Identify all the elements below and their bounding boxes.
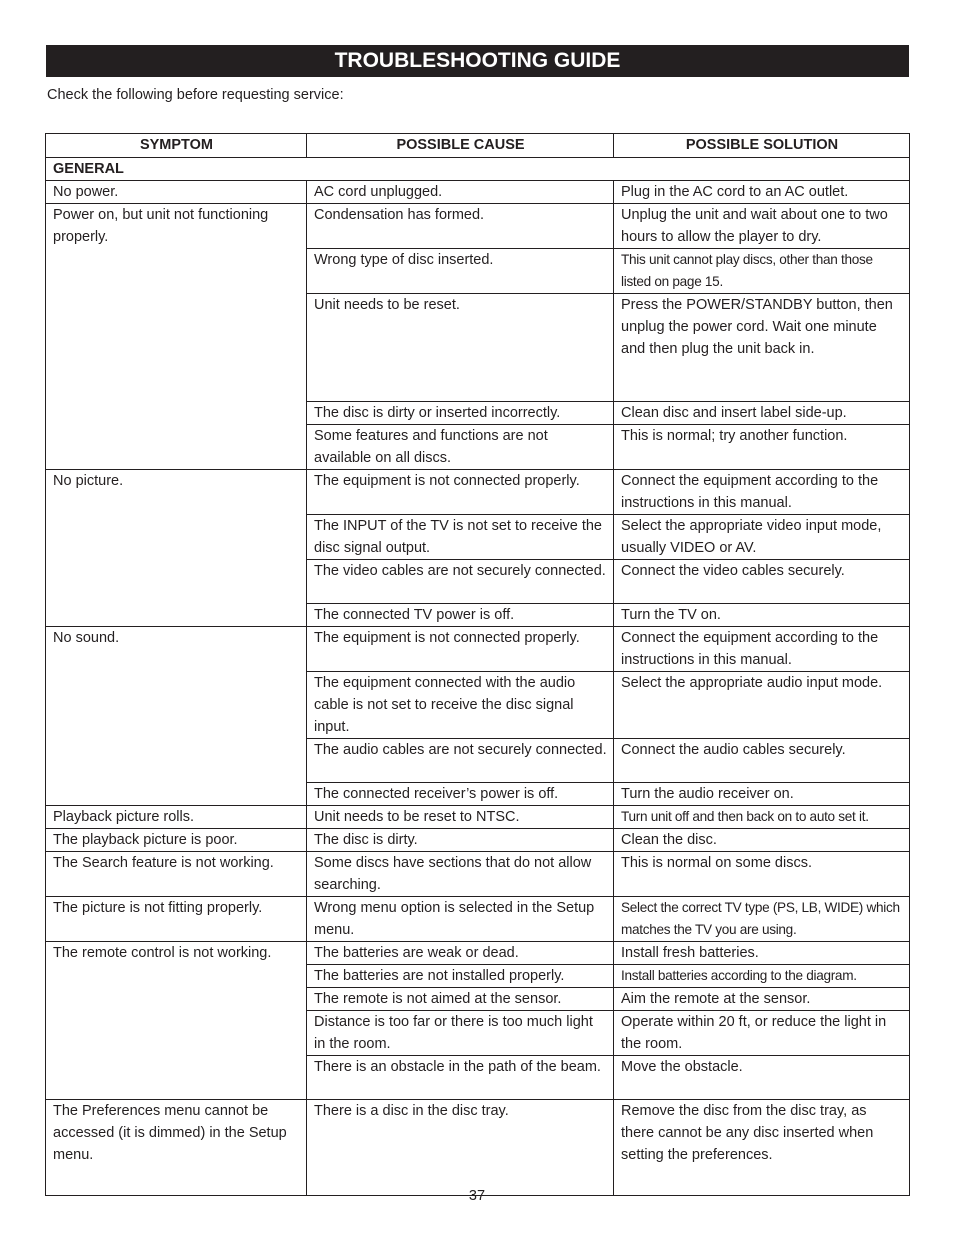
page-title: TROUBLESHOOTING GUIDE bbox=[334, 49, 621, 72]
table-row bbox=[46, 181, 910, 204]
page-number: 37 bbox=[468, 1188, 486, 1204]
solution-cell: Connect the equipment according to the instructions in this manual. bbox=[614, 470, 910, 515]
table-row bbox=[46, 470, 910, 515]
table-row bbox=[46, 627, 910, 672]
solution-cell: Plug in the AC cord to an AC outlet. bbox=[614, 181, 910, 204]
solution-cell: Unplug the unit and wait about one to two hours to allow the player to dry. bbox=[614, 204, 910, 249]
cause-cell: The batteries are not installed properly. bbox=[307, 965, 614, 988]
cause-cell: The remote is not aimed at the sensor. bbox=[307, 988, 614, 1011]
table-row bbox=[46, 852, 910, 897]
header-solution: POSSIBLE SOLUTION bbox=[614, 134, 910, 158]
cause-cell: Unit needs to be reset. bbox=[307, 294, 614, 402]
symptom-cell: Power on, but unit not functioning properly. bbox=[46, 204, 307, 470]
solution-cell: This is normal on some discs. bbox=[614, 852, 910, 897]
symptom-cell: No sound. bbox=[46, 627, 307, 806]
cause-cell: The equipment is not connected properly. bbox=[307, 470, 614, 515]
troubleshooting-table bbox=[45, 133, 910, 1196]
cause-cell: Some discs have sections that do not allow searching. bbox=[307, 852, 614, 897]
cause-cell: The connected receiver’s power is off. bbox=[307, 783, 614, 806]
cause-cell: Some features and functions are not available on all discs. bbox=[307, 425, 614, 470]
solution-cell: Remove the disc from the disc tray, as there cannot be any disc inserted when setting the preferences. bbox=[614, 1100, 910, 1196]
cause-cell: AC cord unplugged. bbox=[307, 181, 614, 204]
header-cause: POSSIBLE CAUSE bbox=[307, 134, 614, 158]
solution-cell: Connect the equipment according to the instructions in this manual. bbox=[614, 627, 910, 672]
cause-cell: Wrong menu option is selected in the Setup menu. bbox=[307, 897, 614, 942]
cause-cell: The video cables are not securely connected. bbox=[307, 560, 614, 604]
solution-cell: Press the POWER/STANDBY button, then unplug the power cord. Wait one minute and then plug the unit back in. bbox=[614, 294, 910, 402]
section-row bbox=[46, 158, 910, 181]
cause-cell: The batteries are weak or dead. bbox=[307, 942, 614, 965]
cause-cell: The INPUT of the TV is not set to receive the disc signal output. bbox=[307, 515, 614, 560]
solution-cell: Clean disc and insert label side-up. bbox=[614, 402, 910, 425]
solution-cell: Move the obstacle. bbox=[614, 1056, 910, 1100]
symptom-cell: The Preferences menu cannot be accessed (it is dimmed) in the Setup menu. bbox=[46, 1100, 307, 1196]
symptom-cell: The remote control is not working. bbox=[46, 942, 307, 1100]
title-bar bbox=[46, 45, 909, 77]
cause-cell: Condensation has formed. bbox=[307, 204, 614, 249]
symptom-cell: Playback picture rolls. bbox=[46, 806, 307, 829]
table-row bbox=[46, 942, 910, 965]
symptom-cell: No picture. bbox=[46, 470, 307, 627]
solution-cell: Connect the video cables securely. bbox=[614, 560, 910, 604]
table-header-row bbox=[46, 134, 910, 158]
table-row bbox=[46, 829, 910, 852]
solution-cell: This unit cannot play discs, other than those listed on page 15. bbox=[614, 249, 910, 294]
cause-cell: The equipment is not connected properly. bbox=[307, 627, 614, 672]
solution-cell: Turn the TV on. bbox=[614, 604, 910, 627]
cause-cell: The disc is dirty. bbox=[307, 829, 614, 852]
solution-cell: Select the appropriate audio input mode. bbox=[614, 672, 910, 739]
symptom-cell: The picture is not fitting properly. bbox=[46, 897, 307, 942]
solution-cell: Aim the remote at the sensor. bbox=[614, 988, 910, 1011]
header-symptom: SYMPTOM bbox=[46, 134, 307, 158]
symptom-cell: No power. bbox=[46, 181, 307, 204]
solution-cell: Turn unit off and then back on to auto set it. bbox=[614, 806, 910, 829]
cause-cell: The equipment connected with the audio cable is not set to receive the disc signal input. bbox=[307, 672, 614, 739]
table-row bbox=[46, 1100, 910, 1196]
cause-cell: Unit needs to be reset to NTSC. bbox=[307, 806, 614, 829]
table-row bbox=[46, 204, 910, 249]
solution-cell: Clean the disc. bbox=[614, 829, 910, 852]
cause-cell: The connected TV power is off. bbox=[307, 604, 614, 627]
symptom-cell: The Search feature is not working. bbox=[46, 852, 307, 897]
intro-text: Check the following before requesting service: bbox=[47, 87, 344, 103]
solution-cell: Install fresh batteries. bbox=[614, 942, 910, 965]
solution-cell: Connect the audio cables securely. bbox=[614, 739, 910, 783]
table-row bbox=[46, 897, 910, 942]
solution-cell: Install batteries according to the diagram. bbox=[614, 965, 910, 988]
table-row bbox=[46, 806, 910, 829]
cause-cell: Distance is too far or there is too much light in the room. bbox=[307, 1011, 614, 1056]
cause-cell: Wrong type of disc inserted. bbox=[307, 249, 614, 294]
section-label: GENERAL bbox=[46, 158, 910, 181]
solution-cell: Turn the audio receiver on. bbox=[614, 783, 910, 806]
cause-cell: There is an obstacle in the path of the beam. bbox=[307, 1056, 614, 1100]
solution-cell: This is normal; try another function. bbox=[614, 425, 910, 470]
solution-cell: Select the appropriate video input mode, usually VIDEO or AV. bbox=[614, 515, 910, 560]
cause-cell: The audio cables are not securely connected. bbox=[307, 739, 614, 783]
solution-cell: Operate within 20 ft, or reduce the light in the room. bbox=[614, 1011, 910, 1056]
symptom-cell: The playback picture is poor. bbox=[46, 829, 307, 852]
solution-cell: Select the correct TV type (PS, LB, WIDE) which matches the TV you are using. bbox=[614, 897, 910, 942]
cause-cell: The disc is dirty or inserted incorrectly. bbox=[307, 402, 614, 425]
cause-cell: There is a disc in the disc tray. bbox=[307, 1100, 614, 1196]
